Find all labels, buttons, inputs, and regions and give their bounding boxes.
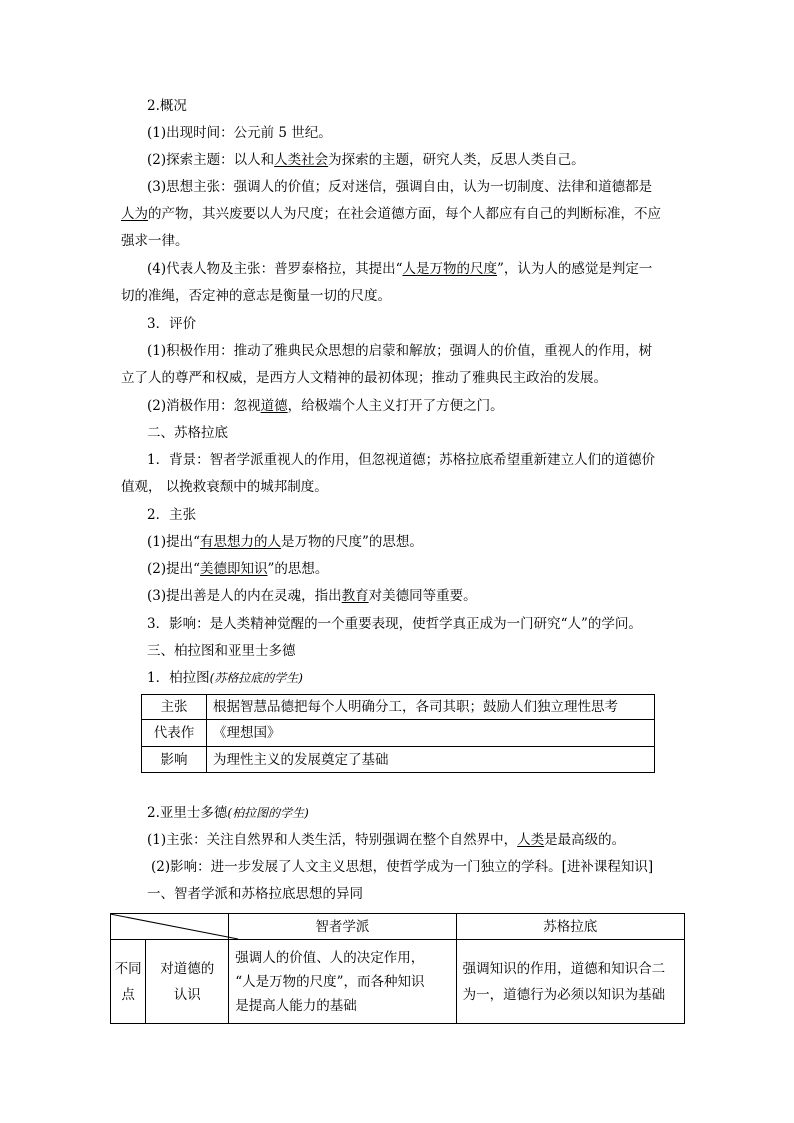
paragraph-representative-2: 切的准绳，否定神的意志是衡量一切的尺度。	[121, 288, 391, 304]
plato-key: 代表作	[142, 720, 207, 747]
table-row	[142, 695, 655, 720]
section-plato-aristotle: 三、柏拉图和亚里士多德	[147, 643, 296, 659]
section-comparison: 一、智者学派和苏格拉底思想的异同	[147, 886, 363, 902]
plato-key: 主张	[142, 695, 207, 720]
paragraph-aristotle-influence: (2)影响：进一步发展了人文主义思想，使哲学成为一门独立的学科。[进补课程知识]	[151, 859, 654, 875]
row-label-moral: 对道德的 认识	[146, 940, 229, 1024]
plato-value: 《理想国》	[207, 720, 655, 747]
paragraph-negative: (2)消极作用：忽视道德，给极端个人主义打开了方便之门。	[147, 398, 504, 414]
plato-table	[141, 694, 655, 773]
plato-value: 根据智慧品德把每个人明确分工，各司其职；鼓励人们独立理性思考	[207, 695, 655, 720]
paragraph-ideas-1: (3)思想主张：强调人的价值；反对迷信，强调自由，认为一切制度、法律和道德都是	[147, 179, 653, 195]
paragraph-ideas-3: 强求一律。	[121, 233, 189, 249]
table-row	[111, 940, 685, 1024]
heading-plato: 1．柏拉图(苏格拉底的学生)	[147, 670, 303, 686]
plato-key: 影响	[142, 747, 207, 773]
table-row	[142, 720, 655, 747]
heading-evaluation: 3．评价	[147, 316, 197, 332]
header-socrates: 苏格拉底	[456, 914, 684, 940]
diagonal-divider	[110, 913, 239, 940]
paragraph-aristotle-claim: (1)主张：关注自然界和人类生活，特别强调在整个自然界中，人类是最高级的。	[147, 832, 626, 848]
paragraph-representative-1: (4)代表人物及主张：普罗泰格拉，其提出“人是万物的尺度”，认为人的感觉是判定一	[147, 261, 653, 277]
paragraph-influence: 3．影响：是人类精神觉醒的一个重要表现，使哲学真正成为一门研究“人”的学问。	[147, 616, 642, 632]
paragraph-background-1: 1．背景：智者学派重视人的作用，但忽视道德；苏格拉底希望重新建立人们的道德价	[147, 452, 656, 468]
heading-claims: 2．主张	[147, 507, 197, 523]
heading-aristotle: 2.亚里士多德(柏拉图的学生)	[147, 805, 309, 821]
paragraph-theme: (2)探索主题：以人和人类社会为探索的主题，研究人类，反思人类自己。	[147, 152, 585, 168]
plato-value: 为理性主义的发展奠定了基础	[207, 747, 655, 773]
paragraph-claim-2: (2)提出“美德即知识”的思想。	[147, 561, 329, 577]
cell-sophists-moral: 强调人的价值、人的决定作用， “人是万物的尺度”，而各种知识 是提高人能力的基础	[229, 940, 456, 1024]
header-sophists: 智者学派	[229, 914, 456, 940]
paragraph-positive-2: 立了人的尊严和权威，是西方人文精神的最初体现；推动了雅典民主政治的发展。	[121, 370, 607, 386]
paragraph-claim-3: (3)提出善是人的内在灵魂，指出教育对美德同等重要。	[147, 588, 477, 604]
table-row	[142, 747, 655, 773]
row-group-label: 不同 点	[111, 940, 146, 1024]
cell-socrates-moral: 强调知识的作用，道德和知识合二 为一，道德行为必须以知识为基础	[456, 940, 684, 1024]
paragraph-time: (1)出现时间：公元前 5 世纪。	[147, 125, 332, 141]
heading-overview: 2.概况	[147, 98, 187, 114]
paragraph-background-2: 值观， 以挽救衰颓中的城邦制度。	[121, 479, 328, 495]
paragraph-claim-1: (1)提出“有思想力的人是万物的尺度”的思想。	[147, 534, 423, 550]
section-socrates: 二、苏格拉底	[147, 425, 228, 441]
paragraph-positive-1: (1)积极作用：推动了雅典民众思想的启蒙和解放；强调人的价值，重视人的作用，树	[147, 343, 653, 359]
paragraph-ideas-2: 人为的产物，其兴废要以人为尺度；在社会道德方面，每个人都应有自己的判断标准，不应	[121, 206, 661, 222]
